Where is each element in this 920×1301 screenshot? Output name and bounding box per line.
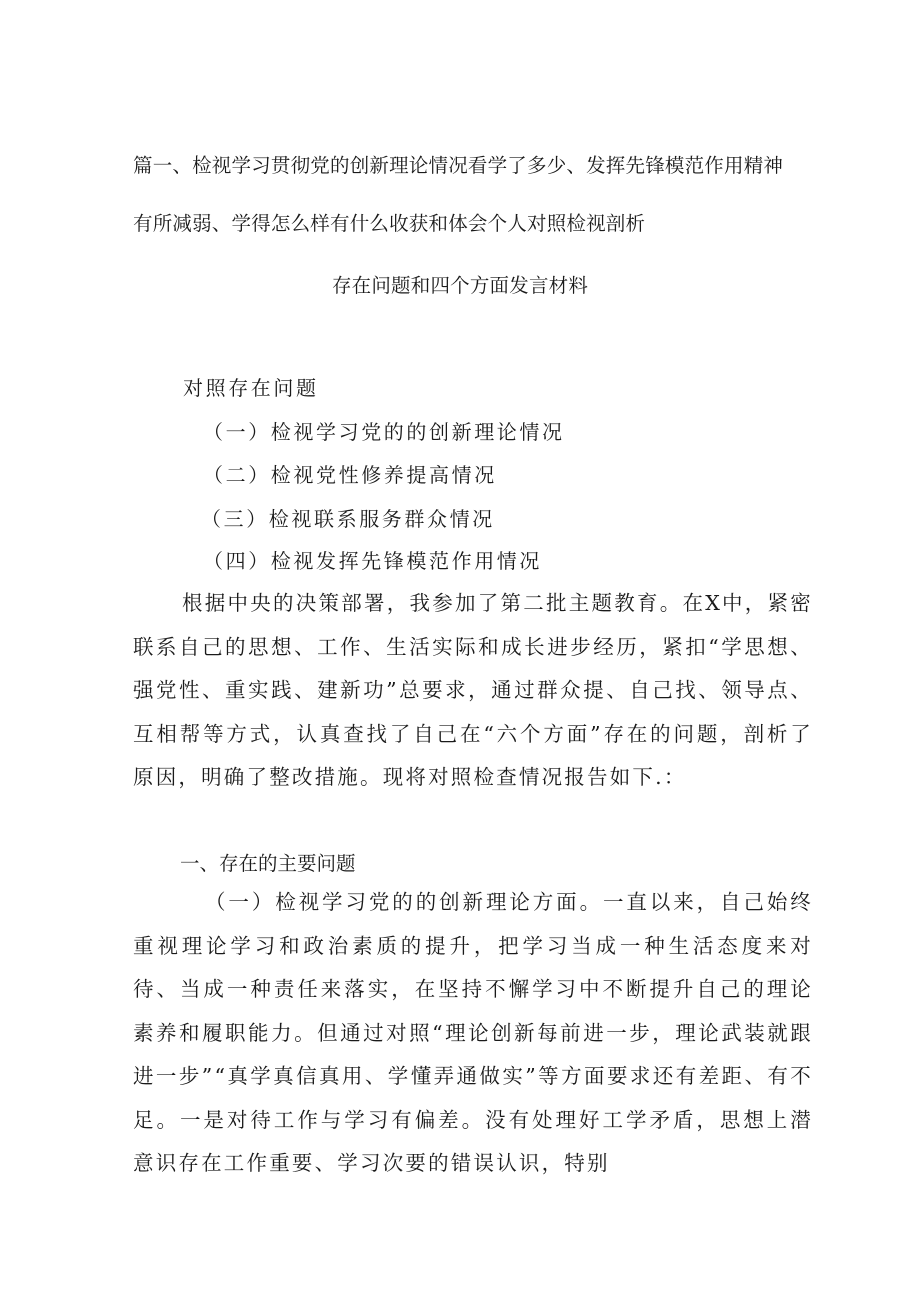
- outline-heading: 对照存在问题: [183, 376, 319, 400]
- section-paragraph: （一）检视学习党的的创新理论方面。一直以来，自己始终重视理论学习和政治素质的提升，把学习当成一种生活态度来对待、当成一种责任来落实，在坚持不懈学习中不断提升自己的理论素养和履职能力。但通过对照“理论创新每前进一步，理论武装就跟进一步”“真学真信真用、学懂弄通做实”等方面要求还有差距、有不足。一是对待工作与学习有偏差。没有处理好工学矛盾，思想上潜意识存在工作重要、学习次要的错误认识，特别: [133, 890, 813, 1175]
- section-heading: 一、存在的主要问题: [180, 852, 356, 875]
- outline-item: （一）检视学习党的的创新理论情况: [203, 420, 565, 444]
- title-line-2: 有所减弱、学得怎么样有什么收获和体会个人对照检视剖析: [133, 212, 646, 235]
- outline-item: （四）检视发挥先锋模范作用情况: [203, 549, 542, 573]
- outline-item: （二）检视党性修养提高情况: [203, 463, 497, 487]
- title-line-3: 存在问题和四个方面发言材料: [331, 274, 589, 297]
- intro-paragraph: 根据中央的决策部署，我参加了第二批主题教育。在X中，紧密联系自己的思想、工作、生活实际和成长进步经历，紧扣“学思想、强党性、重实践、建新功”总要求，通过群众提、自己找、领导点、互相帮等方式，认真查找了自己在“六个方面”存在的问题，剖析了原因，明确了整改措施。现将对照检查情况报告如下.：: [133, 591, 813, 789]
- title-line-1: 篇一、检视学习贯彻党的创新理论情况看学了多少、发挥先锋模范作用精神: [133, 154, 784, 177]
- outline-item: （三）检视联系服务群众情况: [201, 507, 495, 531]
